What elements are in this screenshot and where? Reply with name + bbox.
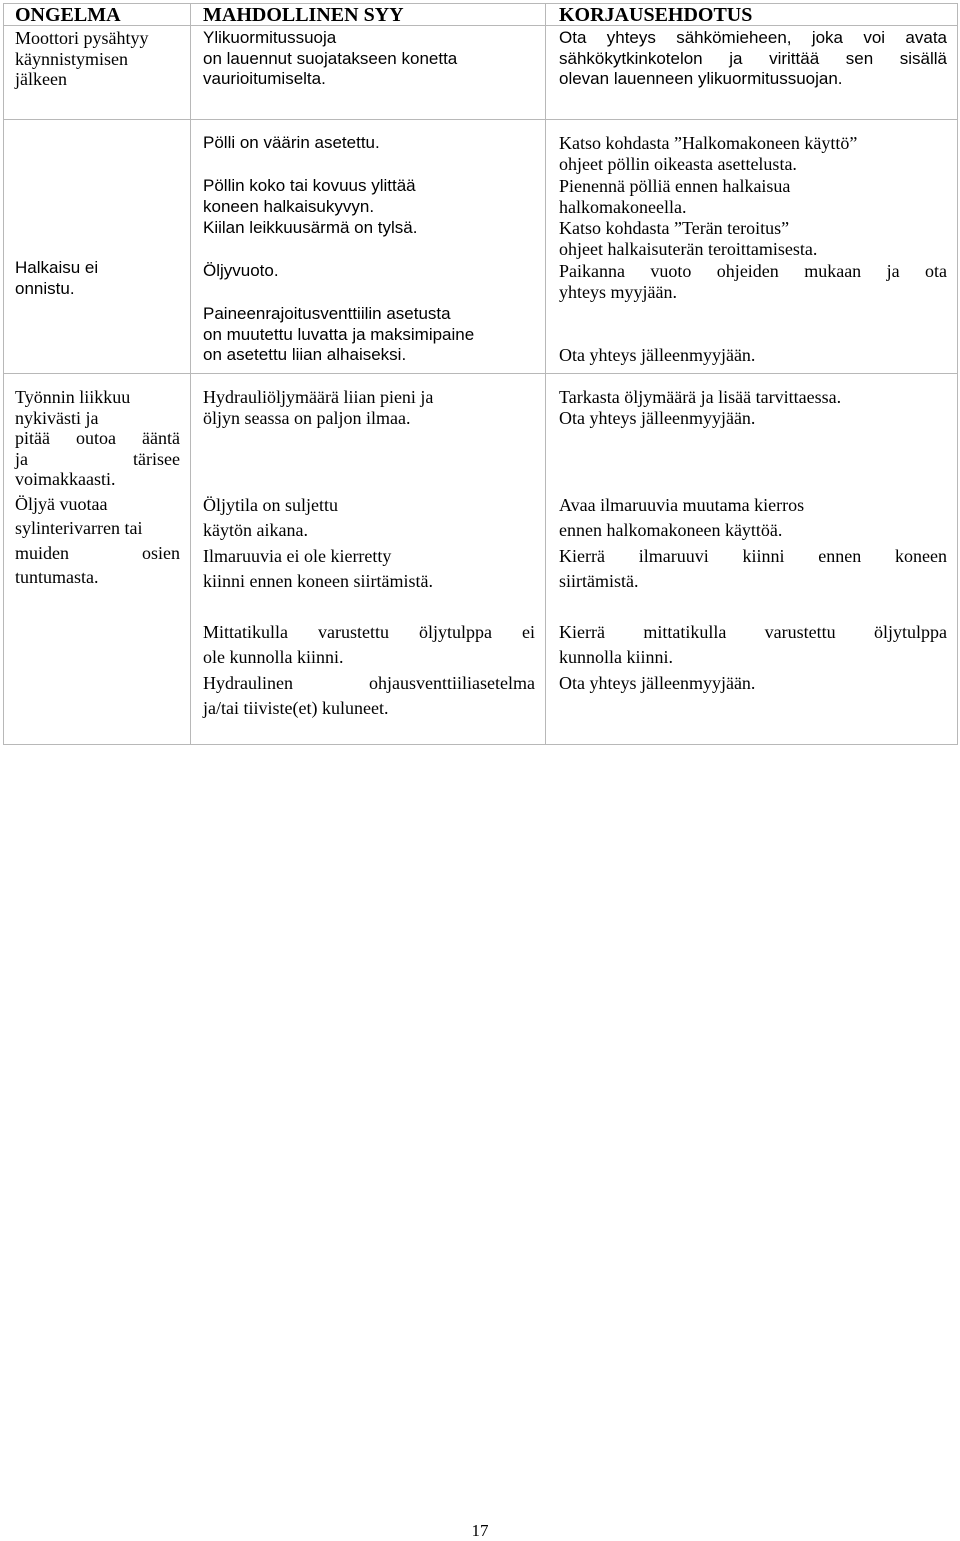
row2-cause-5: Paineenrajoitusventtiilin asetusta on muutettu luvatta ja maksimipaine on asetettu liian alhaiseksi. xyxy=(203,304,475,364)
row3-cause-2: Öljytila on suljettu käytön aikana. xyxy=(203,495,338,540)
row3-problem: Työnnin liikkuu nykivästi ja pitää outoa ääntä ja tärisee voimakkaasti. Öljyä vuotaa sylinterivarren tai muiden osien tuntumasta. xyxy=(15,387,180,587)
row3-cause-1: Hydrauliöljymäärä liian pieni ja öljyn seassa on paljon ilmaa. xyxy=(203,387,434,428)
row-divider xyxy=(3,373,958,374)
row2-fix-1: Katso kohdasta ”Halkomakoneen käyttö” ohjeet pöllin oikeasta asettelusta. xyxy=(559,133,858,174)
row1-cause: Ylikuormitussuoja on lauennut suojatakseen konetta vaurioitumiselta. xyxy=(203,28,458,88)
row3-cause-3: Ilmaruuvia ei ole kierretty kiinni ennen koneen siirtämistä. xyxy=(203,546,433,591)
row2-problem: Halkaisu ei onnistu. xyxy=(15,258,99,298)
row3-cause-4: Mittatikulla varustettu öljytulppa ei ole kunnolla kiinni. xyxy=(203,622,535,667)
row1-fix: Ota yhteys sähkömieheen, joka voi avata sähkökytkinkotelon ja virittää sen sisällä olevan lauenneen ylikuormitussuojan. xyxy=(559,28,947,88)
row-divider xyxy=(3,119,958,120)
row1-problem: Moottori pysähtyy käynnistymisen jälkeen xyxy=(15,28,149,89)
row2-fix-4: Paikanna vuoto ohjeiden mukaan ja ota yhteys myyjään. xyxy=(559,261,947,302)
column-divider xyxy=(545,3,546,745)
header-fix: KORJAUSEHDOTUS xyxy=(559,4,753,26)
page-number: 17 xyxy=(471,1521,489,1540)
row3-cause-5: Hydraulinen ohjausventtiiliasetelma ja/tai tiiviste(et) kuluneet. xyxy=(203,673,535,718)
row3-fix-1: Tarkasta öljymäärä ja lisää tarvittaessa. Ota yhteys jälleenmyyjään. xyxy=(559,387,842,428)
header-problem: ONGELMA xyxy=(15,4,121,26)
header-divider xyxy=(3,25,958,26)
row2-cause-4: Öljyvuoto. xyxy=(203,261,279,280)
row2-fix-2: Pienennä pölliä ennen halkaisua halkomakoneella. xyxy=(559,176,791,217)
row3-fix-5: Ota yhteys jälleenmyyjään. xyxy=(559,673,756,693)
row3-fix-2: Avaa ilmaruuvia muutama kierros ennen halkomakoneen käyttöä. xyxy=(559,495,805,540)
row2-cause-1: Pölli on väärin asetettu. xyxy=(203,133,380,152)
row2-cause-3: Kiilan leikkuusärmä on tylsä. xyxy=(203,218,418,237)
row3-fix-3: Kierrä ilmaruuvi kiinni ennen koneen siirtämistä. xyxy=(559,546,947,591)
column-divider xyxy=(190,3,191,745)
row3-fix-4: Kierrä mittatikulla varustettu öljytulppa kunnolla kiinni. xyxy=(559,622,947,667)
row2-fix-5: Ota yhteys jälleenmyyjään. xyxy=(559,345,756,365)
header-cause: MAHDOLLINEN SYY xyxy=(203,4,404,26)
row2-cause-2: Pöllin koko tai kovuus ylittää koneen halkaisukyvyn. xyxy=(203,176,416,216)
row2-fix-3: Katso kohdasta ”Terän teroitus” ohjeet halkaisuterän teroittamisesta. xyxy=(559,218,818,259)
